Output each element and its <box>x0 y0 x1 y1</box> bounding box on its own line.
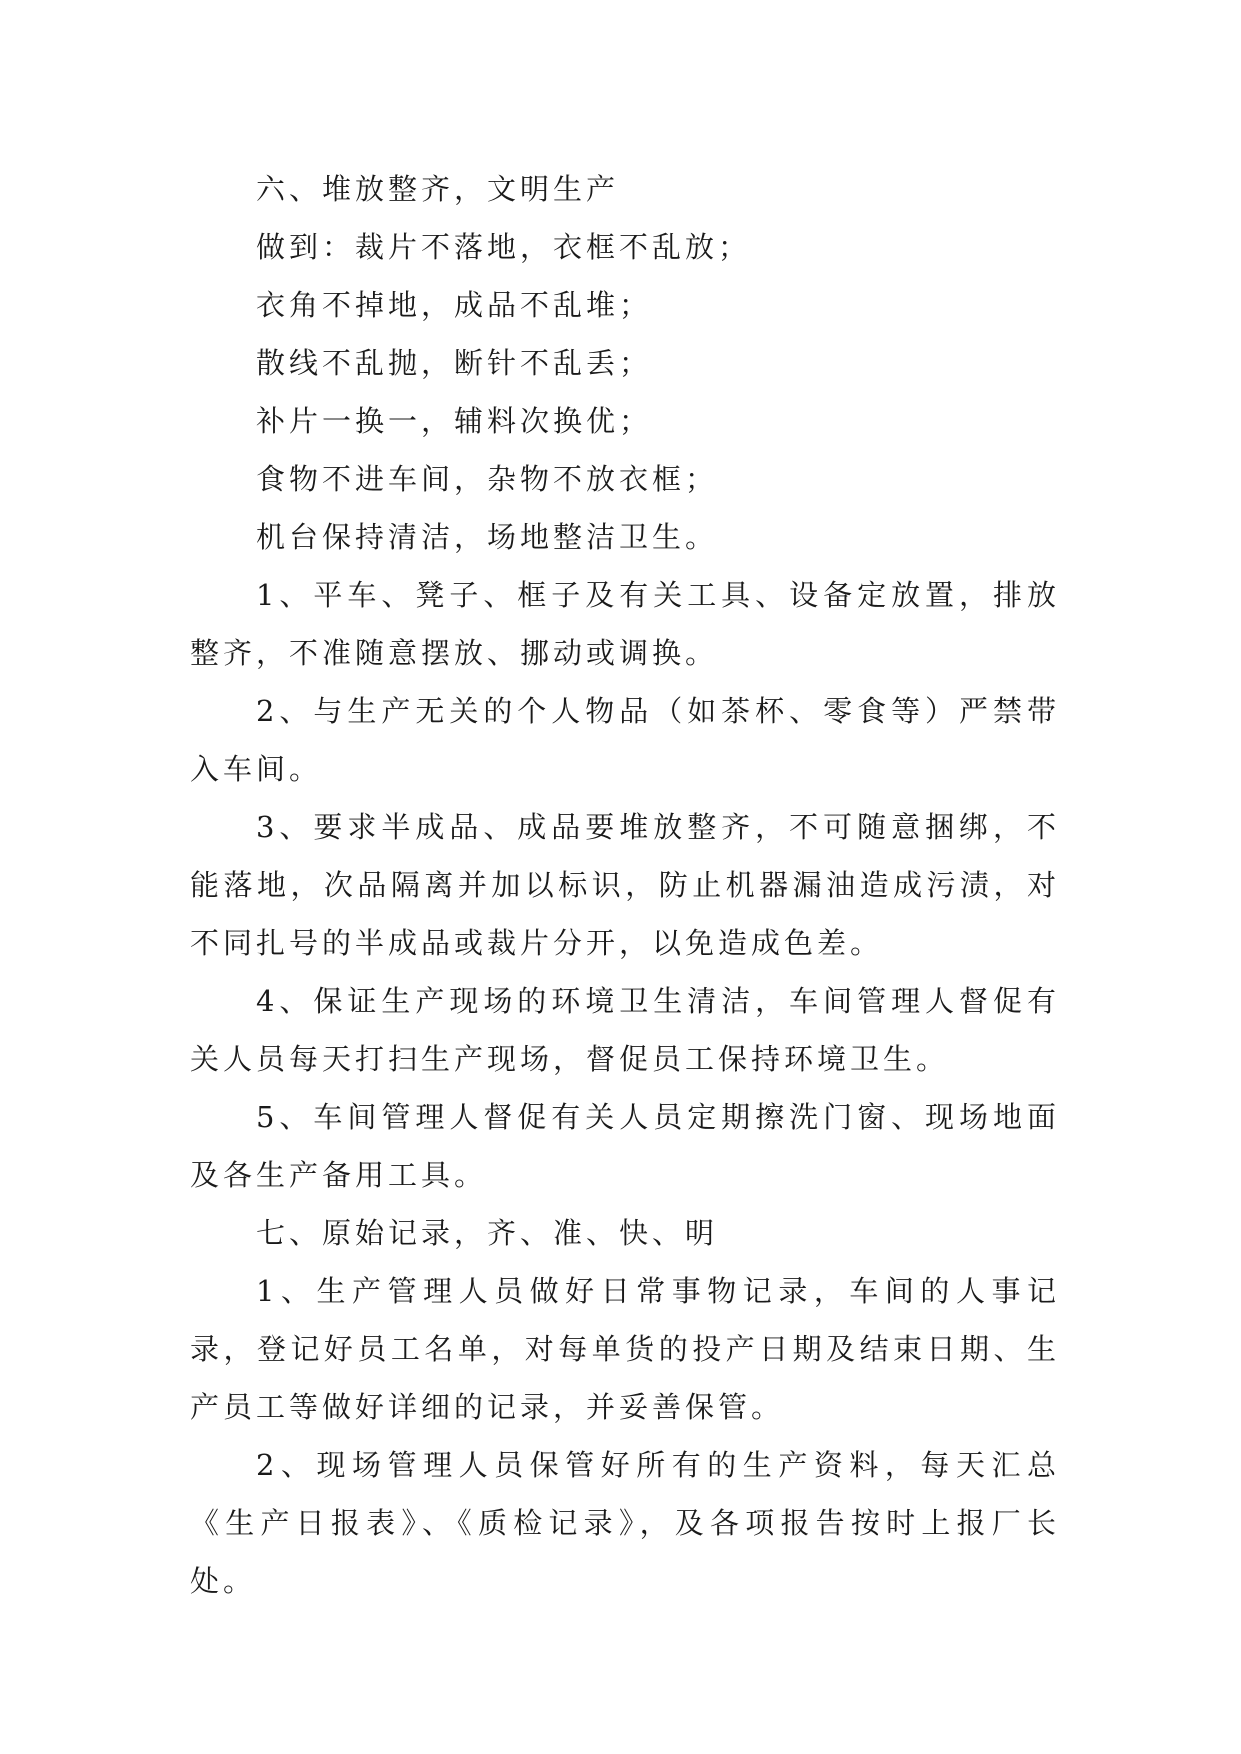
section6-item-1: 1、平车、凳子、框子及有关工具、设备定放置，排放整齐，不准随意摆放、挪动或调换。 <box>190 578 1060 670</box>
document-body <box>190 160 1060 1610</box>
section7-item-2: 2、现场管理人员保管好所有的生产资料，每天汇总《生产日报表》、《质检记录》，及各项报告按时上报厂长处。 <box>190 1448 1060 1598</box>
rule-line: 做到：裁片不落地，衣框不乱放； <box>256 230 752 264</box>
section6-item-5: 5、车间管理人督促有关人员定期擦洗门窗、现场地面及各生产备用工具。 <box>190 1100 1060 1192</box>
rule-line: 补片一换一，辅料次换优； <box>256 404 653 438</box>
section6-item-4: 4、保证生产现场的环境卫生清洁，车间管理人督促有关人员每天打扫生产现场，督促员工保持环境卫生。 <box>190 984 1060 1076</box>
section-heading-6: 六、堆放整齐，文明生产 <box>256 172 620 206</box>
rule-line: 机台保持清洁，场地整洁卫生。 <box>256 520 719 554</box>
rule-line: 食物不进车间，杂物不放衣框； <box>256 462 719 496</box>
section6-item-2: 2、与生产无关的个人物品（如茶杯、零食等）严禁带入车间。 <box>190 694 1060 786</box>
section7-item-1: 1、生产管理人员做好日常事物记录，车间的人事记录，登记好员工名单，对每单货的投产日期及结束日期、生产员工等做好详细的记录，并妥善保管。 <box>190 1274 1060 1424</box>
rule-line: 散线不乱抛，断针不乱丢； <box>256 346 653 380</box>
rule-line: 衣角不掉地，成品不乱堆； <box>256 288 653 322</box>
section6-item-3: 3、要求半成品、成品要堆放整齐，不可随意捆绑，不能落地，次品隔离并加以标识，防止机器漏油造成污渍，对不同扎号的半成品或裁片分开，以免造成色差。 <box>190 810 1060 960</box>
section-heading-7: 七、原始记录，齐、准、快、明 <box>256 1216 719 1250</box>
